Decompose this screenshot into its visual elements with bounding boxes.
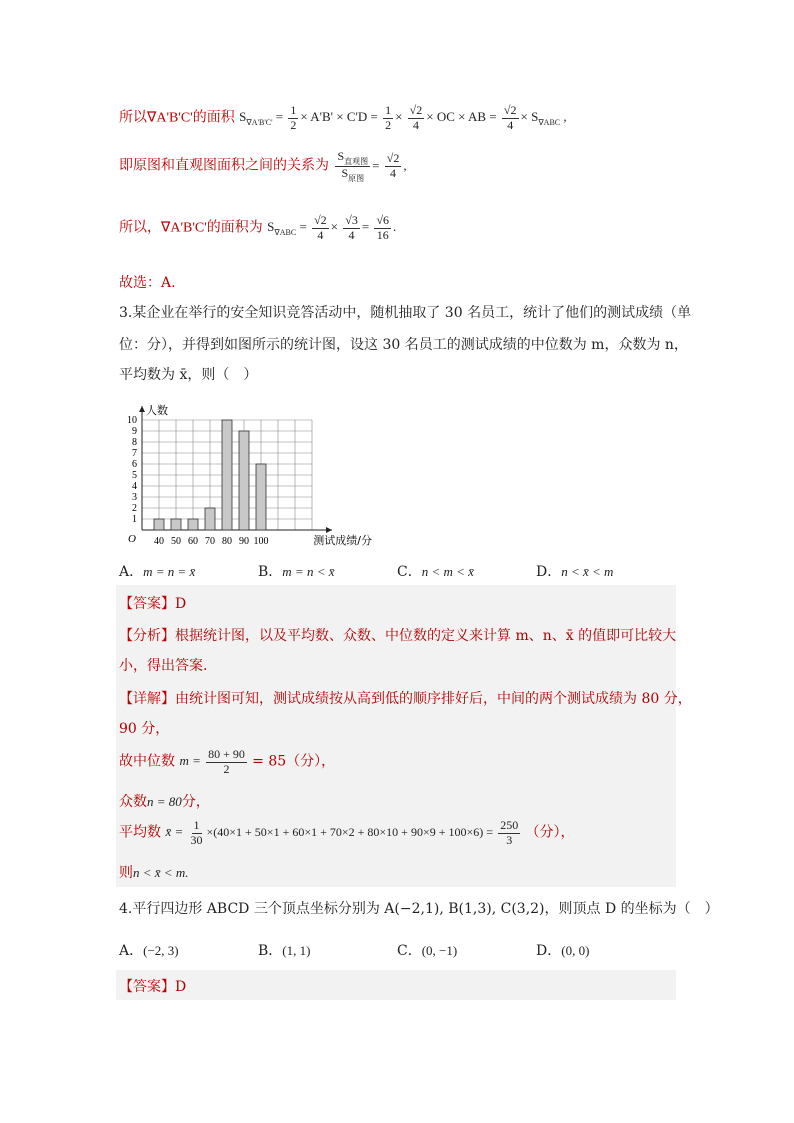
text-prefix: 所以，	[119, 219, 161, 236]
option-label: D．	[536, 943, 562, 959]
answer-value: D	[175, 596, 187, 612]
median-formula	[179, 747, 252, 776]
mode-prefix: 众数	[119, 794, 147, 810]
ratio-formula: $\frac{S_{直观图}}{S_{原图}}$ = $\frac{√2}{4}$ ,	[337, 149, 407, 184]
conclusion-line	[119, 862, 188, 882]
area-formula: $S_{\nabla A'B'C'}$ = $\frac{1}{2}$ × A'B' × C'D = $\frac{1}{2}$ × $\frac{√2}{4}$ × OC × AB = $\frac{√2}{4}$ × $S_{\nabla ABC}$ ,	[239, 103, 567, 132]
x-tick-label: 40	[154, 536, 164, 547]
mean-lhs: x̄ =	[165, 824, 184, 840]
detail-tag: 【详解】	[119, 691, 175, 707]
median-rhs: = 85（分），	[252, 753, 336, 770]
sub-intuitive: 直观图	[344, 157, 369, 166]
q3-line-3: 平均数为 x̄，则（ ）	[119, 367, 258, 383]
option-text: m = n < x̄	[282, 564, 335, 579]
q4-option-a[interactable]	[119, 940, 179, 960]
y-axis-arrow	[139, 406, 145, 412]
y-tick-label: 3	[132, 492, 137, 503]
option-label: C．	[397, 564, 422, 580]
option-text: n < m < x̄	[421, 564, 474, 579]
area-statement-1	[119, 104, 567, 133]
q4-answer-line	[119, 976, 186, 996]
mean-line	[119, 819, 575, 848]
median-den: 2	[223, 761, 230, 776]
bar	[171, 519, 181, 530]
answer-tag: 【答案】	[119, 596, 175, 612]
median-lhs: m =	[179, 753, 201, 769]
y-tick-label: 6	[132, 459, 137, 470]
area-ratio-statement	[119, 150, 407, 183]
option-label: D．	[536, 564, 562, 580]
mode-formula: n = 80	[147, 794, 182, 809]
detail-text: 由统计图可知，测试成绩按从高到低的顺序排好后，中间的两个测试成绩为 80 分，	[175, 691, 692, 707]
detail-line-1	[119, 688, 692, 708]
x-axis-label: 测试成绩/分	[313, 534, 372, 547]
y-tick-label: 2	[132, 503, 137, 514]
x-axis-arrow	[326, 527, 332, 533]
y-axis-label: 人数	[146, 404, 168, 417]
choice-line: 故选：A.	[119, 275, 176, 291]
x-tick-label: 100	[253, 536, 269, 547]
conclusion-prefix: 则	[119, 865, 133, 881]
option-label: A．	[119, 564, 144, 580]
conclusion-formula: n < x̄ < m.	[133, 865, 189, 880]
bar	[154, 519, 164, 530]
mean-res-den: 3	[506, 832, 513, 847]
bar	[239, 431, 249, 530]
rhs-den: 4	[390, 166, 397, 181]
mean-formula	[165, 818, 525, 847]
y-tick-label: 1	[132, 514, 137, 525]
y-tick-label: 4	[132, 481, 137, 492]
analysis-tag: 【分析】	[119, 628, 175, 644]
mode-line	[119, 791, 210, 811]
mean-frac-num: 1	[193, 818, 200, 832]
mean-frac-den: 30	[190, 832, 203, 847]
score-histogram	[118, 390, 372, 552]
option-text: m = n = x̄	[143, 564, 196, 579]
median-line	[119, 748, 335, 777]
area-result-statement	[119, 214, 396, 243]
x-tick-label: 90	[239, 536, 249, 547]
x-tick-label: 60	[188, 536, 198, 547]
q3-option-c[interactable]	[397, 561, 474, 581]
rhs-num: √2	[386, 151, 400, 166]
x-tick-label: 80	[222, 536, 232, 547]
median-num: 80 + 90	[208, 747, 245, 761]
analysis-text: 根据统计图，以及平均数、众数、中位数的定义来计算 m、n、x̄ 的值即可比较大	[175, 628, 677, 644]
option-label: C．	[397, 943, 422, 959]
bar	[188, 519, 198, 530]
q3-option-d[interactable]	[536, 561, 613, 581]
y-tick-label: 9	[132, 426, 137, 437]
analysis-line-1	[119, 625, 676, 645]
bar	[205, 508, 215, 530]
mean-prefix: 平均数	[119, 824, 161, 841]
analysis-line-2: 小，得出答案.	[119, 658, 208, 674]
q3-line-2: 位：分），并得到如图所示的统计图，设这 30 名员工的测试成绩的中位数为 m，众数为 n，	[119, 337, 688, 353]
option-label: A．	[119, 943, 144, 959]
y-tick-label: 5	[132, 470, 137, 481]
q4-option-c[interactable]	[397, 940, 457, 960]
option-text: (0, −1)	[421, 943, 458, 958]
y-tick-label: 10	[127, 415, 137, 426]
text-prefix: 所以	[119, 109, 147, 126]
detail-line-2: 90 分，	[119, 721, 170, 737]
result-formula: $S_{\nabla ABC}$ = $\frac{√2}{4}$ × $\frac{√3}{4}$ = $\frac{√6}{16}$ .	[267, 213, 397, 242]
answer-value: D	[175, 979, 187, 995]
q3-option-b[interactable]	[258, 561, 335, 581]
sub-original: 原图	[348, 174, 365, 184]
bar	[222, 420, 232, 530]
q4-option-b[interactable]	[258, 940, 310, 960]
median-prefix: 故中位数	[119, 753, 175, 770]
option-text: (1, 1)	[282, 943, 311, 958]
q3-line-1: 3.某企业在举行的安全知识竞答活动中，随机抽取了 30 名员工，统计了他们的测试成绩（单	[119, 305, 692, 321]
y-tick-label: 8	[132, 437, 137, 448]
text-prefix: 即原图和直观图面积之间的关系为	[119, 157, 329, 174]
answer-tag: 【答案】	[119, 979, 175, 995]
mean-suffix: （分），	[525, 824, 575, 841]
q4-stem: 4.平行四边形 ABCD 三个顶点坐标分别为 A(−2,1), B(1,3), C(3,2)，则顶点 D 的坐标为（ ）	[119, 901, 719, 917]
option-text: (0, 0)	[561, 943, 590, 958]
option-text: n < x̄ < m	[561, 564, 614, 579]
mean-res-num: 250	[500, 818, 519, 832]
origin-label: O	[128, 533, 136, 545]
x-tick-label: 70	[205, 536, 215, 547]
x-tick-label: 50	[171, 536, 181, 547]
triangle-label: ∇A'B'C'	[161, 220, 207, 236]
q4-option-d[interactable]	[536, 940, 589, 960]
bar	[256, 464, 266, 530]
option-label: B．	[258, 943, 283, 959]
answer-line	[119, 593, 186, 613]
text-mid: 的面积	[192, 109, 235, 126]
option-label: B．	[258, 564, 283, 580]
option-text: (−2, 3)	[143, 943, 179, 958]
q3-option-a[interactable]	[119, 561, 195, 581]
mode-suffix: 分，	[181, 794, 210, 810]
text-mid: 的面积为	[206, 219, 263, 236]
triangle-label: ∇A'B'C'	[147, 110, 193, 126]
mean-body: ×(40×1 + 50×1 + 60×1 + 70×2 + 80×10 + 90×9 + 100×6) =	[206, 825, 494, 840]
q4-answer-block	[116, 970, 676, 1000]
y-tick-label: 7	[132, 448, 137, 459]
